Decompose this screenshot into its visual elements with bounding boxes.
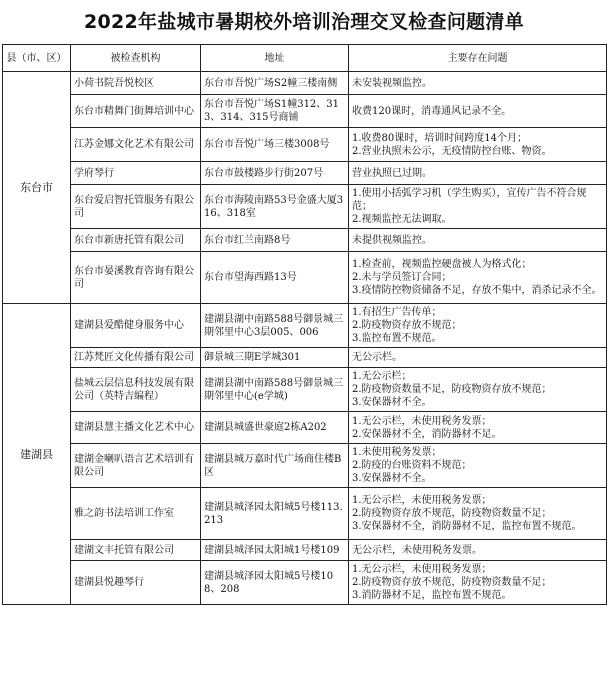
address-cell: 建湖县湖中南路588号御景城三期邻里中心(e学城) — [201, 368, 349, 412]
organization-cell: 雅之韵书法培训工作室 — [71, 488, 201, 540]
issues-cell — [349, 348, 607, 368]
issue-line: 2.视频监控无法调取。 — [352, 214, 452, 225]
address-cell: 东台市海陵南路53号金盛大厦316、318室 — [201, 185, 349, 229]
issue-line: 收费120课时，消毒通风记录不全。 — [352, 105, 512, 117]
address-cell: 东台市鼓楼路步行街207号 — [201, 162, 349, 185]
issue-line: 1.收费80课时，培训时间跨度14个月； — [352, 132, 527, 144]
issue-line: 2.营业执照未公示，无疫情防控台账、物资。 — [352, 145, 552, 157]
page-title: 2022年盐城市暑期校外培训治理交叉检查问题清单 — [83, 11, 525, 33]
issue-line: 1.检查前，视频监控硬盘被人为格式化； — [352, 259, 532, 270]
address-cell: 建湖县城泽园太阳城1号楼109 — [201, 540, 349, 561]
address-cell: 建湖县城万嘉时代广场商住楼B区 — [201, 444, 349, 488]
table-row — [3, 348, 607, 368]
issues-cell — [349, 128, 607, 162]
address-cell: 建湖县城泽园太阳城5号楼108、208 — [201, 561, 349, 605]
issues-cell — [349, 444, 607, 488]
table-row — [3, 162, 607, 185]
issue-line: 1.无公示栏，未使用税务发票； — [352, 415, 492, 427]
address-cell: 建湖县城泽园太阳城5号楼113.213 — [201, 488, 349, 540]
table-row — [3, 488, 607, 540]
issues-cell — [349, 72, 607, 95]
address-cell: 东台市吾悦广场三楼3008号 — [201, 128, 349, 162]
table-row — [3, 95, 607, 128]
table-row — [3, 128, 607, 162]
issues-cell — [349, 304, 607, 348]
table-header-row — [3, 45, 607, 72]
issue-line: 未安装视频监控。 — [352, 77, 432, 89]
issue-line: 3.疫情防控物资储备不足，存放不集中，消杀记录不全。 — [352, 285, 602, 296]
organization-cell: 建湖文丰托管有限公司 — [71, 540, 201, 561]
issues-cell — [349, 162, 607, 185]
issue-line: 2.防疫的台账资料不规范； — [352, 460, 472, 471]
issues-cell — [349, 488, 607, 540]
issue-line: 未提供视频监控。 — [352, 234, 432, 246]
header-address: 地址 — [201, 45, 349, 72]
organization-cell: 盐城云层信息科技发展有限公司（英特吉编程） — [71, 368, 201, 412]
table-row — [3, 368, 607, 412]
address-cell: 东台市红兰南路8号 — [201, 229, 349, 252]
issue-line: 3.消防器材不足，监控布置不规范。 — [352, 590, 512, 601]
table-row — [3, 540, 607, 561]
table-row — [3, 444, 607, 488]
issue-line: 1.无公示栏，未使用税务发票； — [352, 564, 492, 575]
organization-cell: 建湖县爱酷健身服务中心 — [71, 304, 201, 348]
issue-line: 3.监控布置不规范。 — [352, 333, 442, 344]
issue-line: 2.防疫物资存放不规范，防疫物资数量不足； — [352, 577, 552, 588]
issue-line: 无公示栏，未使用税务发票。 — [352, 544, 482, 556]
issue-line: 2.防疫物资存放不规范，防疫物资数量不足； — [352, 508, 552, 519]
organization-cell: 建湖金喇叭语言艺术培训有限公司 — [71, 444, 201, 488]
issues-cell — [349, 185, 607, 229]
issue-line: 无公示栏。 — [352, 352, 402, 363]
address-cell: 东台市吾悦广场S2幢三楼南侧 — [201, 72, 349, 95]
organization-cell: 东台市晏溪教育咨询有限公司 — [71, 252, 201, 304]
county-cell: 东台市 — [3, 72, 71, 304]
table-row — [3, 412, 607, 444]
issue-line: 3.安保器材不全。 — [352, 397, 432, 408]
issues-cell — [349, 368, 607, 412]
issues-cell — [349, 540, 607, 561]
address-cell: 东台市吾悦广场S1幢312、313、314、315号商铺 — [201, 95, 349, 128]
organization-cell: 东台市新唐托管有限公司 — [71, 229, 201, 252]
table-row — [3, 252, 607, 304]
table-row — [3, 72, 607, 95]
organization-cell: 建湖县悦趣琴行 — [71, 561, 201, 605]
issue-line: 2.安保器材不全，消防器材不足。 — [352, 428, 502, 440]
issue-line: 2.防疫物资存放不规范； — [352, 320, 462, 331]
address-cell: 东台市望海西路13号 — [201, 252, 349, 304]
issues-cell — [349, 252, 607, 304]
issue-line: 3.安保器材不全，消防器材不足，监控布置不规范。 — [352, 521, 582, 532]
issue-line: 3.安保器材不全。 — [352, 473, 432, 484]
header-organization: 被检查机构 — [71, 45, 201, 72]
address-cell: 建湖县城盛世豪庭2栋A202 — [201, 412, 349, 444]
issue-line: 2.未与学员签订合同； — [352, 272, 452, 283]
issue-line: 1.无公示栏； — [352, 371, 412, 382]
table-body — [3, 72, 607, 605]
issues-cell — [349, 561, 607, 605]
organization-cell: 江苏梵匠文化传播有限公司 — [71, 348, 201, 368]
organization-cell: 建湖县慧主播文化艺术中心 — [71, 412, 201, 444]
organization-cell: 小荷书院吾悦校区 — [71, 72, 201, 95]
county-cell: 建湖县 — [3, 304, 71, 605]
issue-line: 1.使用小括弧学习机（学生购买），宣传广告不符合规范； — [352, 188, 587, 212]
organization-cell: 东台爱启智托管服务有限公司 — [71, 185, 201, 229]
address-cell: 御景城三期E学城301 — [201, 348, 349, 368]
issue-line: 1.无公示栏，未使用税务发票； — [352, 495, 492, 506]
issues-cell — [349, 95, 607, 128]
organization-cell: 东台市精舞门街舞培训中心 — [71, 95, 201, 128]
issue-line: 营业执照已过期。 — [352, 167, 432, 179]
issues-cell — [349, 412, 607, 444]
organization-cell: 江苏金娜文化艺术有限公司 — [71, 128, 201, 162]
inspection-table — [2, 44, 607, 605]
address-cell: 建湖县湖中南路588号御景城三期邻里中心3层005、006 — [201, 304, 349, 348]
issue-line: 1.有招生广告传单； — [352, 307, 442, 318]
header-issues: 主要存在问题 — [349, 45, 607, 72]
table-row — [3, 561, 607, 605]
table-row — [3, 229, 607, 252]
issue-line: 2.防疫物资数量不足，防疫物资存放不规范； — [352, 384, 552, 395]
issue-line: 1.未使用税务发票； — [352, 447, 442, 458]
table-row — [3, 185, 607, 229]
table-row — [3, 304, 607, 348]
header-county: 县（市、区） — [3, 45, 71, 72]
issues-cell — [349, 229, 607, 252]
organization-cell: 学府琴行 — [71, 162, 201, 185]
